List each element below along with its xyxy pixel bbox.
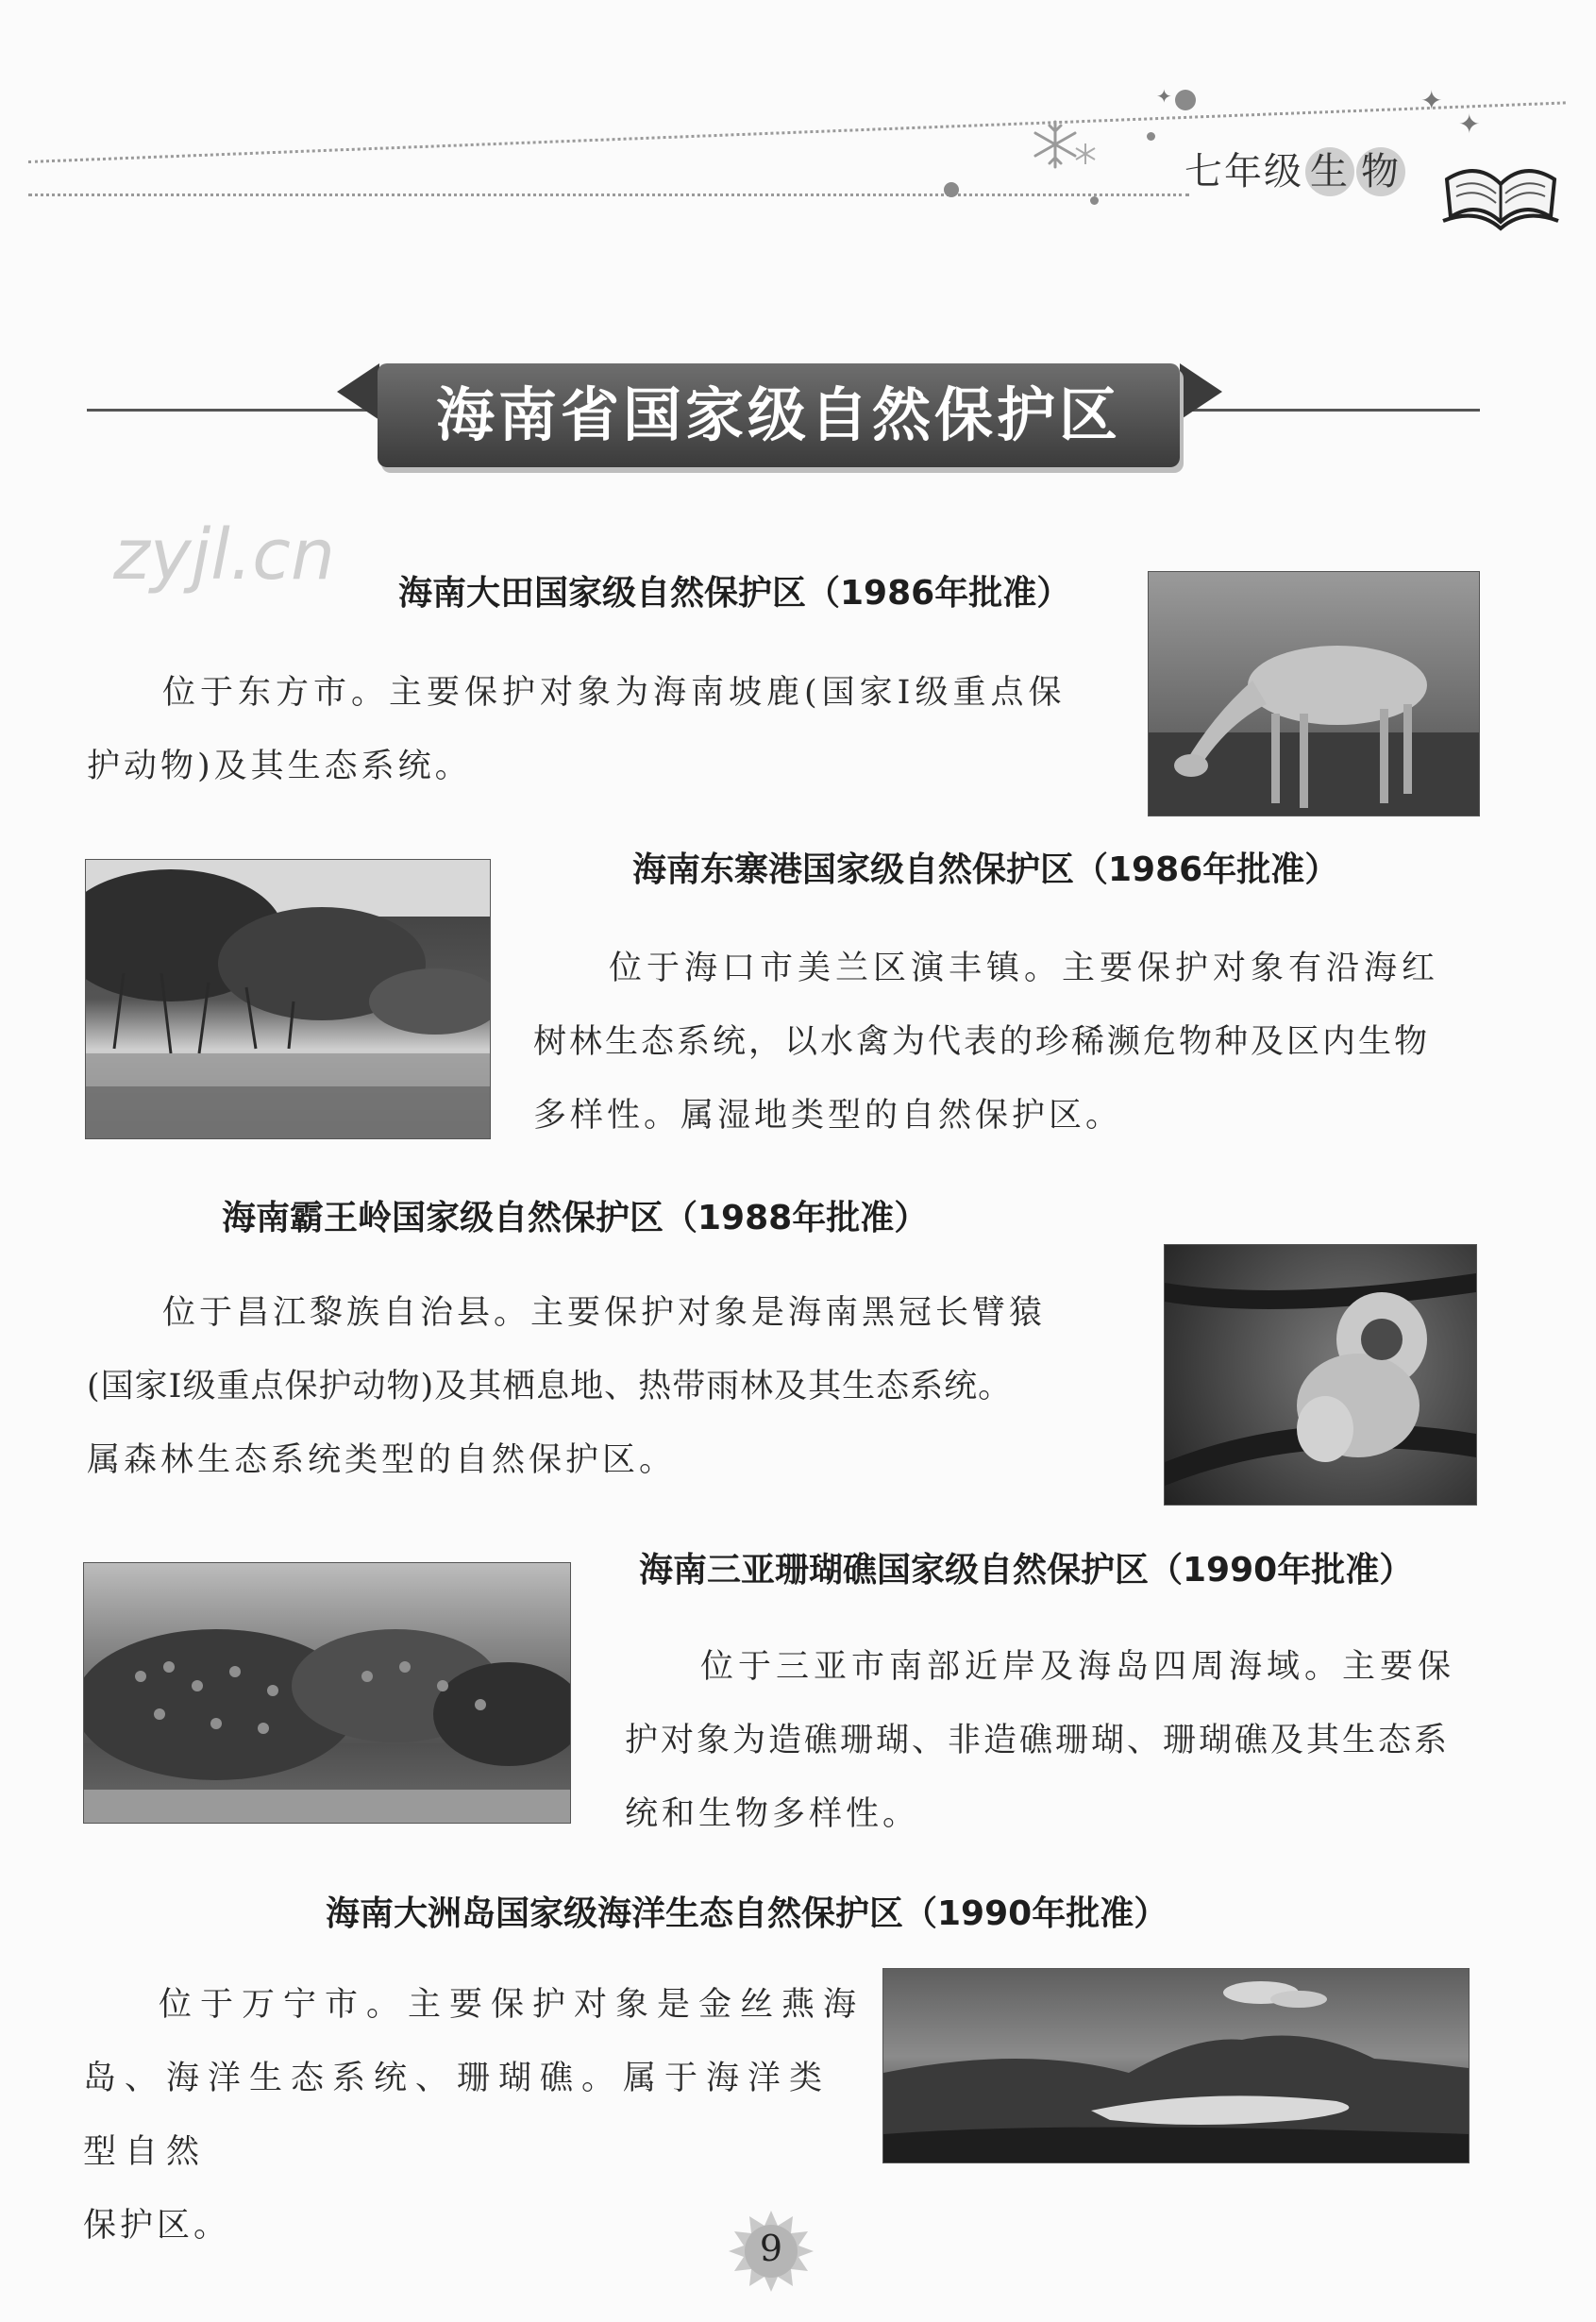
header-grade-label (1184, 142, 1405, 196)
banner-ribbon-right (1180, 363, 1222, 420)
decorative-dot (1147, 132, 1155, 141)
header-dotted-line-bottom (28, 194, 1189, 196)
subject-char-1: 生 (1305, 147, 1354, 196)
section-body-datian (87, 656, 1106, 803)
section-title-dazhou-island: 海南大洲岛国家级海洋生态自然保护区（1990年批准） (326, 1894, 1168, 1933)
paragraph-line: 位于万宁市。主要保护对象是金丝燕海 (159, 1986, 865, 2024)
paragraph-line: 属森林生态系统类型的自然保护区。 (87, 1441, 677, 1479)
section-title-sanya-coral: 海南三亚珊瑚礁国家级自然保护区（1990年批准） (639, 1551, 1414, 1590)
banner-ribbon-left (337, 363, 379, 420)
deer-photo (1148, 571, 1480, 816)
paragraph-line: 多样性。属湿地类型的自然保护区。 (533, 1097, 1123, 1135)
paragraph-line: 位于海口市美兰区演丰镇。主要保护对象有沿海红 (609, 950, 1440, 987)
open-book-icon (1439, 142, 1562, 231)
paragraph-line: (国家Ⅰ级重点保护动物)及其栖息地、热带雨林及其生态系统。 (87, 1368, 1013, 1405)
decorative-dot (944, 182, 959, 197)
snowflake-icon (1073, 142, 1098, 166)
paragraph-line: 护动物)及其生态系统。 (87, 748, 472, 785)
coral-reef-photo (83, 1562, 571, 1824)
title-rule-right (1187, 409, 1480, 412)
page-title: 海南省国家级自然保护区 (435, 380, 1121, 449)
title-banner (378, 363, 1180, 467)
paragraph-line: 位于昌江黎族自治县。主要保护对象是海南黑冠长臂猿 (162, 1294, 1047, 1332)
gibbon-photo (1164, 1244, 1477, 1506)
section-body-dongzhaigang (533, 932, 1482, 1153)
watermark: zyjl.cn (113, 514, 335, 596)
sparkle-icon: ✦ (1458, 109, 1481, 140)
paragraph-line: 位于东方市。主要保护对象为海南坡鹿(国家Ⅰ级重点保 (162, 674, 1067, 712)
paragraph-line: 岛、海洋生态系统、珊瑚礁。属于海洋类型自然 (83, 2060, 832, 2171)
section-title-dongzhaigang: 海南东寨港国家级自然保护区（1986年批准） (632, 850, 1339, 889)
title-rule-left (87, 409, 370, 412)
section-title-datian: 海南大田国家级自然保护区（1986年批准） (398, 574, 1071, 613)
section-body-sanya-coral (625, 1630, 1479, 1851)
decorative-dot (1090, 196, 1099, 205)
sparkle-icon: ✦ (1420, 85, 1443, 116)
paragraph-line: 保护区。 (83, 2207, 231, 2245)
paragraph-line: 树林生态系统，以水禽为代表的珍稀濒危物种及区内生物 (533, 1023, 1431, 1061)
section-body-bawangling (87, 1276, 1144, 1497)
subject-char-2: 物 (1356, 147, 1405, 196)
mangrove-photo (85, 859, 491, 1139)
paragraph-line: 位于三亚市南部近岸及海岛四周海域。主要保 (700, 1648, 1456, 1686)
paragraph-line: 统和生物多样性。 (625, 1795, 920, 1833)
page-number: 9 (759, 2228, 783, 2269)
sparkle-icon: ✦ (1156, 85, 1172, 108)
paragraph-line: 护对象为造礁珊瑚、非造礁珊瑚、珊瑚礁及其生态系 (625, 1722, 1451, 1759)
island-photo (882, 1968, 1470, 2163)
decorative-dot (1175, 90, 1196, 110)
grade-text: 七年级 (1184, 150, 1303, 194)
section-title-bawangling: 海南霸王岭国家级自然保护区（1988年批准） (222, 1199, 929, 1237)
